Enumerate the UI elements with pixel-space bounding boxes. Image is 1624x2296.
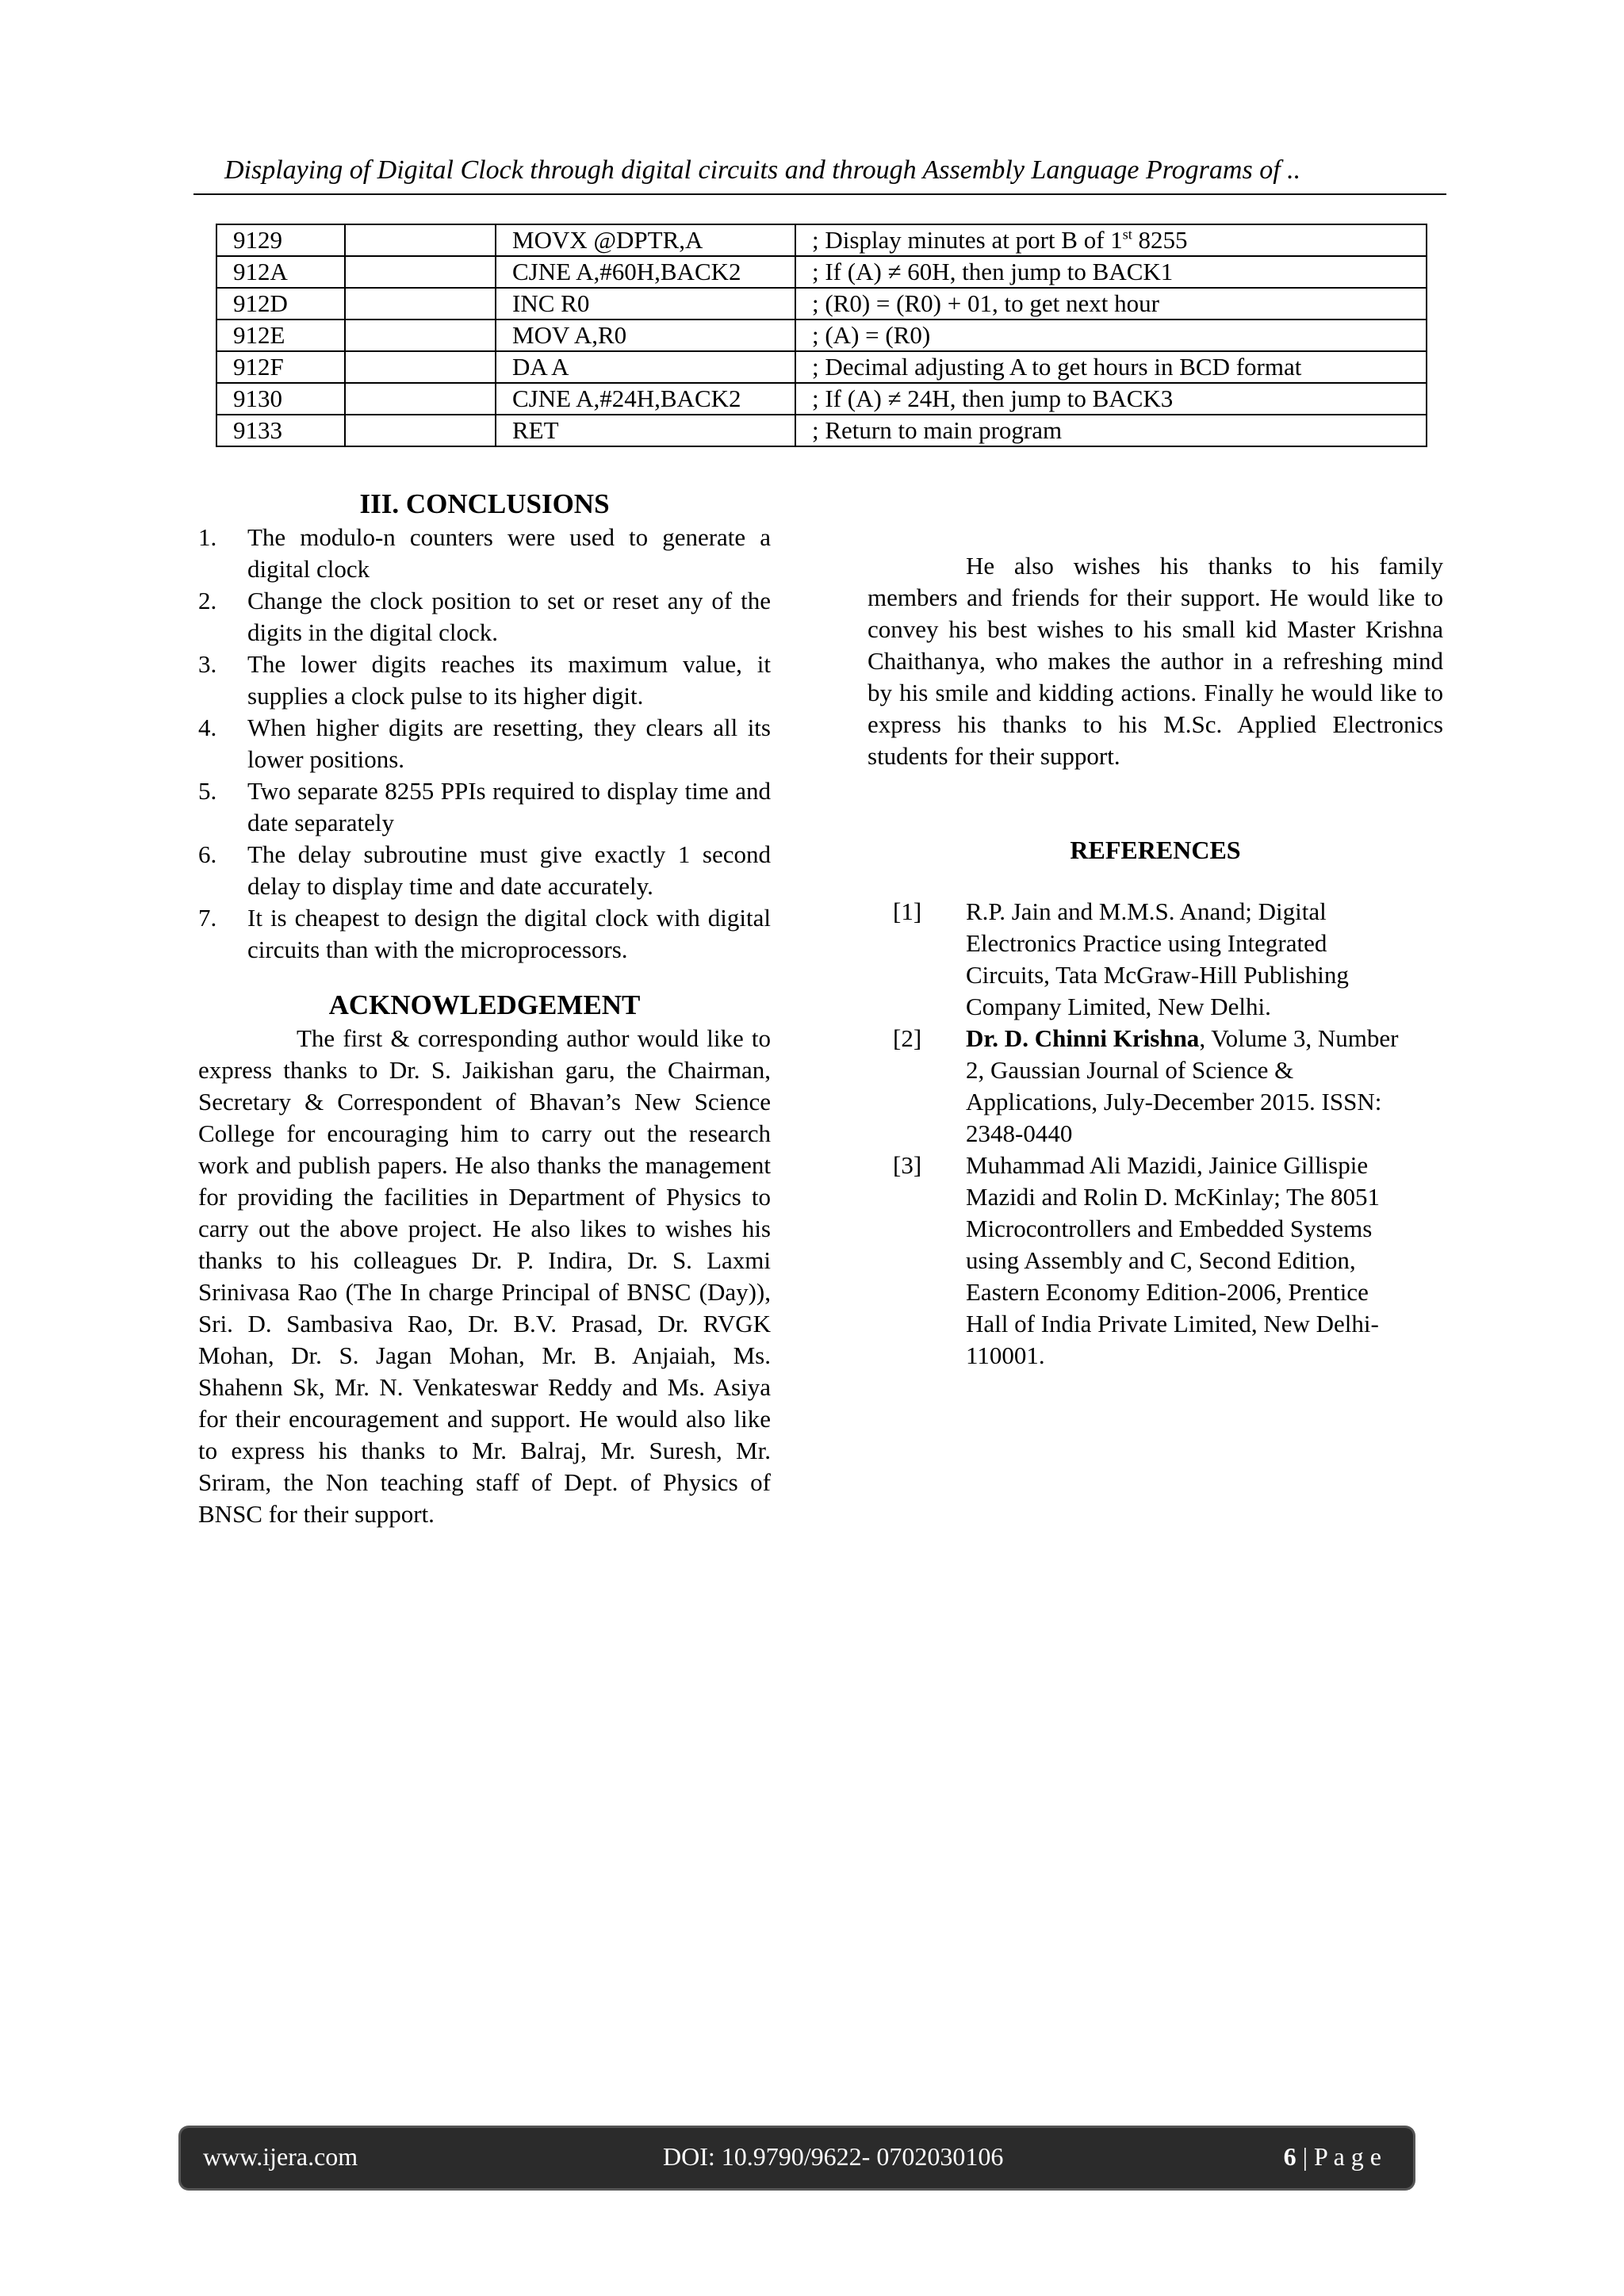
code-address: 9129 bbox=[216, 224, 345, 256]
reference-text bbox=[966, 896, 1443, 1023]
conclusion-number: 7. bbox=[198, 904, 217, 932]
assembly-code-table bbox=[216, 224, 1427, 447]
code-instruction: MOVX @DPTR,A bbox=[496, 224, 795, 256]
comment-text: ; Return to main program bbox=[812, 416, 1063, 444]
code-comment bbox=[795, 224, 1427, 256]
code-comment bbox=[795, 351, 1427, 383]
code-comment bbox=[795, 320, 1427, 351]
code-label bbox=[345, 351, 496, 383]
code-address: 912D bbox=[216, 288, 345, 320]
code-label bbox=[345, 256, 496, 288]
header-rule bbox=[193, 193, 1446, 195]
comment-superscript: st bbox=[1122, 226, 1132, 243]
code-row bbox=[216, 288, 1427, 320]
code-address: 9130 bbox=[216, 383, 345, 415]
code-row bbox=[216, 224, 1427, 256]
reference-number: [3] bbox=[893, 1151, 922, 1179]
conclusion-item bbox=[198, 775, 771, 839]
code-row bbox=[216, 256, 1427, 288]
page-label: | P a g e bbox=[1296, 2142, 1381, 2171]
reference-text bbox=[966, 1150, 1443, 1372]
conclusion-text: Two separate 8255 PPIs required to display time and date separately bbox=[247, 777, 771, 836]
conclusion-item bbox=[198, 585, 771, 649]
code-instruction: CJNE A,#24H,BACK2 bbox=[496, 383, 795, 415]
reference-item bbox=[868, 896, 1443, 1023]
conclusions-list bbox=[198, 522, 771, 966]
code-address: 912E bbox=[216, 320, 345, 351]
footer-page-number bbox=[1284, 2142, 1381, 2172]
code-row bbox=[216, 415, 1427, 446]
code-label bbox=[345, 224, 496, 256]
comment-text: ; (A) = (R0) bbox=[812, 321, 931, 349]
footer-doi: DOI: 10.9790/9622- 0702030106 bbox=[663, 2142, 1004, 2171]
conclusion-item bbox=[198, 649, 771, 712]
conclusion-number: 5. bbox=[198, 777, 217, 805]
code-comment bbox=[795, 288, 1427, 320]
code-row bbox=[216, 383, 1427, 415]
code-label bbox=[345, 383, 496, 415]
code-comment bbox=[795, 415, 1427, 446]
comment-text: ; If (A) ≠ 24H, then jump to BACK3 bbox=[812, 385, 1174, 412]
code-row bbox=[216, 320, 1427, 351]
reference-item bbox=[868, 1023, 1443, 1150]
reference-item bbox=[868, 1150, 1443, 1372]
code-instruction: MOV A,R0 bbox=[496, 320, 795, 351]
page-footer bbox=[181, 2128, 1413, 2188]
conclusion-number: 4. bbox=[198, 714, 217, 741]
conclusion-item bbox=[198, 712, 771, 775]
comment-text: ; Display minutes at port B of 1 bbox=[812, 226, 1123, 254]
conclusion-number: 3. bbox=[198, 650, 217, 678]
acknowledgement-paragraph-2: He also wishes his thanks to his family members and friends for their support. He would like to convey his best wishes to his small kid Master Krishna Chaithanya, who makes the author in a refreshing mind by his smile and kidding actions. Finally he would like to express his thanks to his M.Sc. Applied Electronics students for their support. bbox=[868, 552, 1443, 770]
code-label bbox=[345, 288, 496, 320]
code-row bbox=[216, 351, 1427, 383]
reference-body: Muhammad Ali Mazidi, Jainice Gillispie Mazidi and Rolin D. McKinlay; The 8051 Microcontrollers and Embedded Systems using Assembly and C, Second Edition, Eastern Economy Edition-2006, Prentice Hall of India Private Limited, New Delhi-110001. bbox=[966, 1151, 1381, 1369]
conclusion-number: 6. bbox=[198, 840, 217, 868]
code-address: 912F bbox=[216, 351, 345, 383]
reference-body: , Volume 3, Number 2, Gaussian Journal of Science & Applications, July-December 2015. ISSN: 2348-0440 bbox=[966, 1024, 1399, 1147]
acknowledgement-paragraph: The first & corresponding author would like to express thanks to Dr. S. Jaikishan garu, the Chairman, Secretary & Correspondent of Bhavan’s New Science College for encouraging him to carry out the research work and publish papers. He also thanks the management for providing the facilities in Department of Physics to carry out the above project. He also likes to wishes his thanks to his colleagues Dr. P. Indira, Dr. S. Laxmi Srinivasa Rao (The In charge Principal of BNSC (Day)), Sri. D. Sambasiva Rao, Dr. B.V. Prasad, Dr. RVGK Mohan, Dr. S. Jagan Mohan, Mr. B. Anjaiah, Ms. Shahenn Sk, Mr. N. Venkateswar Reddy and Ms. Asiya for their encouragement and support. He would also like to express his thanks to Mr. Balraj, Mr. Suresh, Mr. Sriram, the Non teaching staff of Dept. of Physics of BNSC for their support. bbox=[198, 1024, 771, 1528]
references-heading: REFERENCES bbox=[1070, 836, 1241, 864]
page-number: 6 bbox=[1283, 2142, 1297, 2171]
conclusion-item bbox=[198, 902, 771, 966]
conclusion-text: The modulo-n counters were used to generate a digital clock bbox=[247, 523, 771, 583]
conclusion-text: Change the clock position to set or reset any of the digits in the digital clock. bbox=[247, 587, 771, 646]
comment-text: ; Decimal adjusting A to get hours in BCD format bbox=[812, 353, 1302, 381]
code-comment bbox=[795, 383, 1427, 415]
comment-text: ; (R0) = (R0) + 01, to get next hour bbox=[812, 289, 1159, 317]
code-address: 912A bbox=[216, 256, 345, 288]
code-label bbox=[345, 415, 496, 446]
conclusion-text: The delay subroutine must give exactly 1 second delay to display time and date accurately. bbox=[247, 840, 771, 900]
code-comment bbox=[795, 256, 1427, 288]
code-instruction: INC R0 bbox=[496, 288, 795, 320]
references-list bbox=[868, 896, 1443, 1372]
code-label bbox=[345, 320, 496, 351]
left-column bbox=[198, 487, 771, 1530]
running-header: Displaying of Digital Clock through digital circuits and through Assembly Language Programs of .. bbox=[224, 155, 1301, 185]
conclusion-number: 1. bbox=[198, 523, 217, 551]
conclusion-item bbox=[198, 522, 771, 585]
conclusion-text: The lower digits reaches its maximum value, it supplies a clock pulse to its higher digit. bbox=[247, 650, 771, 710]
conclusion-text: When higher digits are resetting, they clears all its lower positions. bbox=[247, 714, 771, 773]
code-instruction: RET bbox=[496, 415, 795, 446]
code-address: 9133 bbox=[216, 415, 345, 446]
conclusions-heading: III. CONCLUSIONS bbox=[359, 488, 610, 519]
right-column bbox=[868, 550, 1443, 1372]
reference-number: [2] bbox=[893, 1024, 922, 1052]
comment-text: ; If (A) ≠ 60H, then jump to BACK1 bbox=[812, 258, 1174, 285]
acknowledgement-heading: ACKNOWLEDGEMENT bbox=[328, 989, 641, 1020]
reference-text bbox=[966, 1023, 1443, 1150]
reference-author-bold: Dr. D. Chinni Krishna bbox=[966, 1024, 1200, 1052]
footer-website-link[interactable]: www.ijera.com bbox=[203, 2142, 358, 2171]
conclusion-item bbox=[198, 839, 771, 902]
reference-body: R.P. Jain and M.M.S. Anand; Digital Electronics Practice using Integrated Circuits, Tata McGraw-Hill Publishing Company Limited, New Delhi. bbox=[966, 897, 1349, 1020]
reference-number: [1] bbox=[893, 897, 922, 925]
comment-text-end: 8255 bbox=[1132, 226, 1188, 254]
code-instruction: CJNE A,#60H,BACK2 bbox=[496, 256, 795, 288]
conclusion-number: 2. bbox=[198, 587, 217, 614]
conclusion-text: It is cheapest to design the digital clock with digital circuits than with the microprocessors. bbox=[247, 904, 771, 963]
code-instruction: DA A bbox=[496, 351, 795, 383]
